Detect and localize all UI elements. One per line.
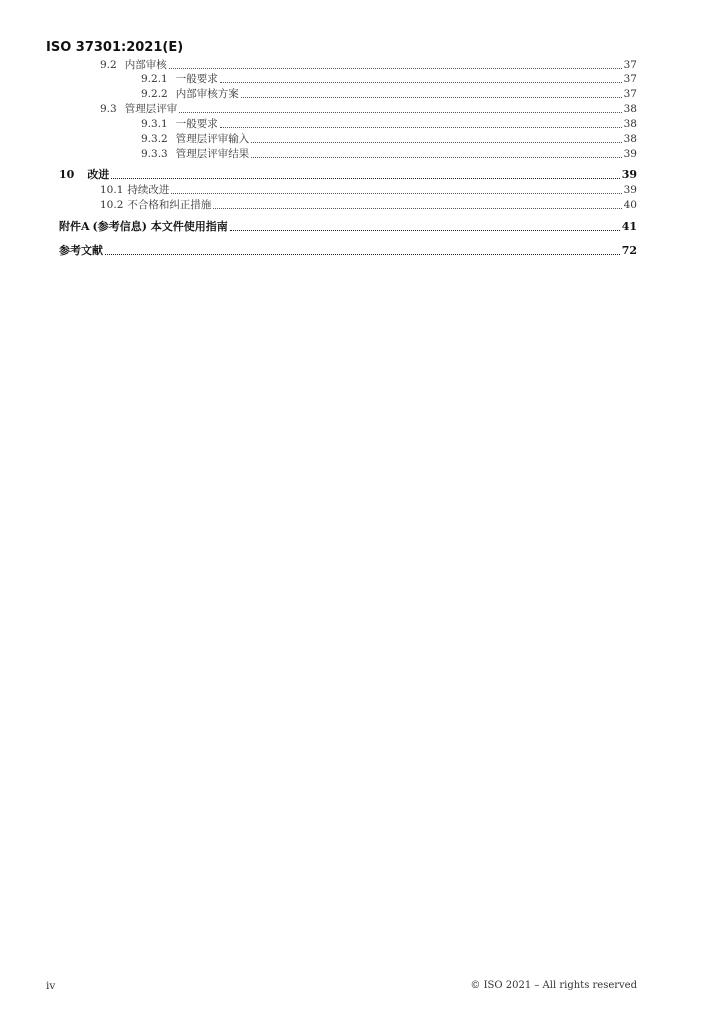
toc-entry-page: 38 — [623, 133, 637, 145]
toc-entry-page: 39 — [623, 184, 637, 196]
toc-leader-dots — [220, 82, 622, 83]
toc-entry-title: 不合格和纠正措施 — [127, 199, 212, 211]
toc-leader-dots — [230, 230, 620, 231]
toc-entry[interactable] — [100, 198, 637, 212]
toc-entry-page: 39 — [621, 168, 637, 181]
copyright-notice: © ISO 2021 – All rights reserved — [470, 980, 637, 991]
toc-entry[interactable] — [100, 102, 637, 116]
toc-entry-page: 40 — [623, 199, 637, 211]
toc-leader-dots — [111, 178, 619, 179]
toc-leader-dots — [251, 142, 621, 143]
toc-entry-title: 内部审核方案 — [175, 88, 239, 100]
toc-entry-page: 37 — [623, 73, 637, 85]
toc-entry[interactable] — [100, 183, 637, 197]
toc-entry-number: 附件A — [59, 220, 90, 233]
toc-leader-dots — [213, 208, 621, 209]
page-number: iv — [46, 980, 56, 992]
toc-entry-title: 内部审核 — [124, 59, 167, 71]
toc-bibliography-entry[interactable] — [59, 244, 637, 258]
toc-entry-number: 9.2 — [100, 59, 117, 71]
toc-entry-title: (参考信息) 本文件使用指南 — [92, 220, 228, 233]
toc-entry[interactable] — [100, 58, 637, 72]
toc-entry-number: 10.1 — [100, 184, 124, 196]
toc-entry-number: 9.2.2 — [141, 88, 168, 100]
toc-entry[interactable] — [141, 117, 637, 131]
toc-entry-number: 9.3 — [100, 103, 117, 115]
toc-entry-title: 一般要求 — [175, 73, 218, 85]
toc-entry-title: 改进 — [87, 168, 110, 181]
toc-leader-dots — [179, 112, 621, 113]
toc-entry-page: 38 — [623, 103, 637, 115]
toc-entry-title: 管理层评审输入 — [175, 133, 250, 145]
toc-entry-number: 10 — [59, 168, 75, 181]
toc-leader-dots — [105, 254, 620, 255]
document-id-header: ISO 37301:2021(E) — [46, 40, 184, 55]
toc-entry-title: 管理层评审结果 — [175, 148, 250, 160]
toc-entry-page: 37 — [623, 88, 637, 100]
toc-entry-page: 41 — [621, 220, 637, 233]
toc-entry[interactable] — [141, 72, 637, 86]
toc-entry-title: 持续改进 — [127, 184, 170, 196]
toc-entry-page: 72 — [621, 244, 637, 257]
toc-entry-number: 9.3.3 — [141, 148, 168, 160]
toc-leader-dots — [241, 97, 622, 98]
toc-leader-dots — [171, 193, 621, 194]
toc-entry-number: 9.3.2 — [141, 133, 168, 145]
toc-entry-number: 9.3.1 — [141, 118, 168, 130]
toc-entry[interactable] — [141, 147, 637, 161]
toc-annex-entry[interactable] — [59, 220, 637, 234]
toc-leader-dots — [251, 157, 621, 158]
toc-entry[interactable] — [141, 132, 637, 146]
toc-entry-number: 10.2 — [100, 199, 124, 211]
toc-chapter-entry[interactable] — [59, 168, 637, 182]
toc-entry-page: 37 — [623, 59, 637, 71]
toc-entry-page: 38 — [623, 118, 637, 130]
toc-leader-dots — [220, 127, 622, 128]
toc-entry-title: 管理层评审 — [124, 103, 178, 115]
toc-leader-dots — [169, 68, 622, 69]
toc-entry-number: 9.2.1 — [141, 73, 168, 85]
toc-entry-title: 一般要求 — [175, 118, 218, 130]
toc-entry[interactable] — [141, 87, 637, 101]
toc-entry-title: 参考文献 — [59, 244, 103, 257]
toc-entry-page: 39 — [623, 148, 637, 160]
